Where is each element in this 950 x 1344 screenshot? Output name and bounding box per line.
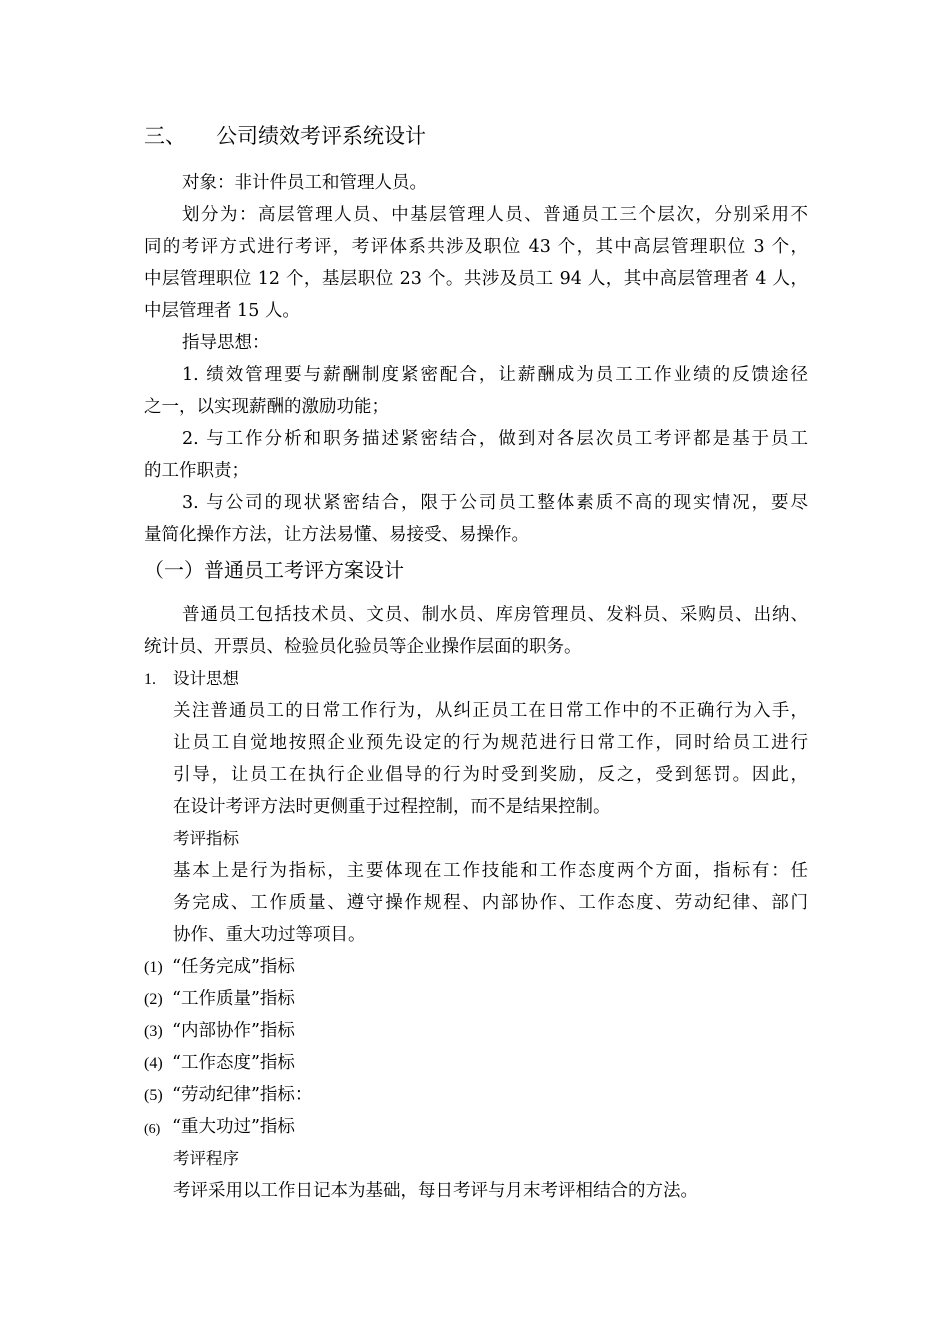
indicator-item: “重大功过”指标 [172, 1117, 295, 1137]
paragraph-division-line: 中层管理职位 12 个，基层职位 23 个。共涉及员工 94 人，其中高层管理者 4 人， [144, 269, 808, 289]
indicator-item: “任务完成”指标 [172, 957, 295, 977]
guiding-point-line: 量简化操作方法，让方法易懂、易接受、易操作。 [144, 525, 529, 545]
design-heading: 设计思想 [173, 669, 239, 688]
indicator-number: (4) [144, 1055, 163, 1072]
indicator-number: (3) [144, 1023, 163, 1040]
indicator-number: (2) [144, 991, 163, 1008]
indicator-item: “工作质量”指标 [172, 989, 295, 1009]
section-number: 三、 [144, 124, 186, 148]
design-line: 引导，让员工在执行企业倡导的行为时受到奖励，反之，受到惩罚。因此， [173, 765, 808, 785]
indicators-heading: 考评指标 [173, 829, 239, 848]
indicator-number: (1) [144, 959, 163, 976]
subsection-desc-line: 统计员、开票员、检验员化验员等企业操作层面的职务。 [144, 637, 582, 657]
indicator-item: “劳动纪律”指标： [172, 1085, 313, 1105]
indicators-line: 务完成、工作质量、遵守操作规程、内部协作、工作态度、劳动纪律、部门 [173, 893, 808, 913]
indicators-line: 基本上是行为指标，主要体现在工作技能和工作态度两个方面，指标有：任 [173, 861, 808, 881]
procedure-heading: 考评程序 [173, 1149, 239, 1168]
indicator-item: “工作态度”指标 [172, 1053, 295, 1073]
guiding-point-line: 2. 与工作分析和职务描述紧密结合，做到对各层次员工考评都是基于员工 [182, 429, 808, 449]
guiding-point-line: 之一，以实现薪酬的激励功能； [144, 397, 389, 417]
guiding-point-line: 1. 绩效管理要与薪酬制度紧密配合，让薪酬成为员工工作业绩的反馈途径 [182, 365, 808, 385]
indicator-item: “内部协作”指标 [172, 1021, 295, 1041]
paragraph-object: 对象：非计件员工和管理人员。 [182, 173, 427, 193]
section-title: 公司绩效考评系统设计 [216, 124, 426, 148]
procedure-text: 考评采用以工作日记本为基础，每日考评与月末考评相结合的方法。 [173, 1181, 698, 1201]
paragraph-division-line: 同的考评方式进行考评，考评体系共涉及职位 43 个，其中高层管理职位 3 个， [144, 237, 808, 257]
guiding-point-line: 的工作职责； [144, 461, 249, 481]
indicator-number: (5) [144, 1087, 163, 1104]
subsection-title: （一）普通员工考评方案设计 [144, 558, 404, 582]
guiding-label: 指导思想： [182, 333, 270, 353]
subsection-desc-line: 普通员工包括技术员、文员、制水员、库房管理员、发料员、采购员、出纳、 [182, 605, 808, 625]
guiding-point-line: 3. 与公司的现状紧密结合，限于公司员工整体素质不高的现实情况，要尽 [182, 493, 808, 513]
paragraph-division-line: 中层管理者 15 人。 [144, 301, 300, 321]
design-line: 让员工自觉地按照企业预先设定的行为规范进行日常工作，同时给员工进行 [173, 733, 808, 753]
indicators-line: 协作、重大功过等项目。 [173, 925, 366, 945]
design-line: 关注普通员工的日常工作行为，从纠正员工在日常工作中的不正确行为入手， [173, 701, 808, 721]
paragraph-division-line: 划分为：高层管理人员、中基层管理人员、普通员工三个层次，分别采用不 [182, 205, 808, 225]
indicator-number: (6) [144, 1122, 161, 1137]
design-line: 在设计考评方法时更侧重于过程控制，而不是结果控制。 [173, 797, 611, 817]
design-number: 1. [144, 671, 156, 688]
